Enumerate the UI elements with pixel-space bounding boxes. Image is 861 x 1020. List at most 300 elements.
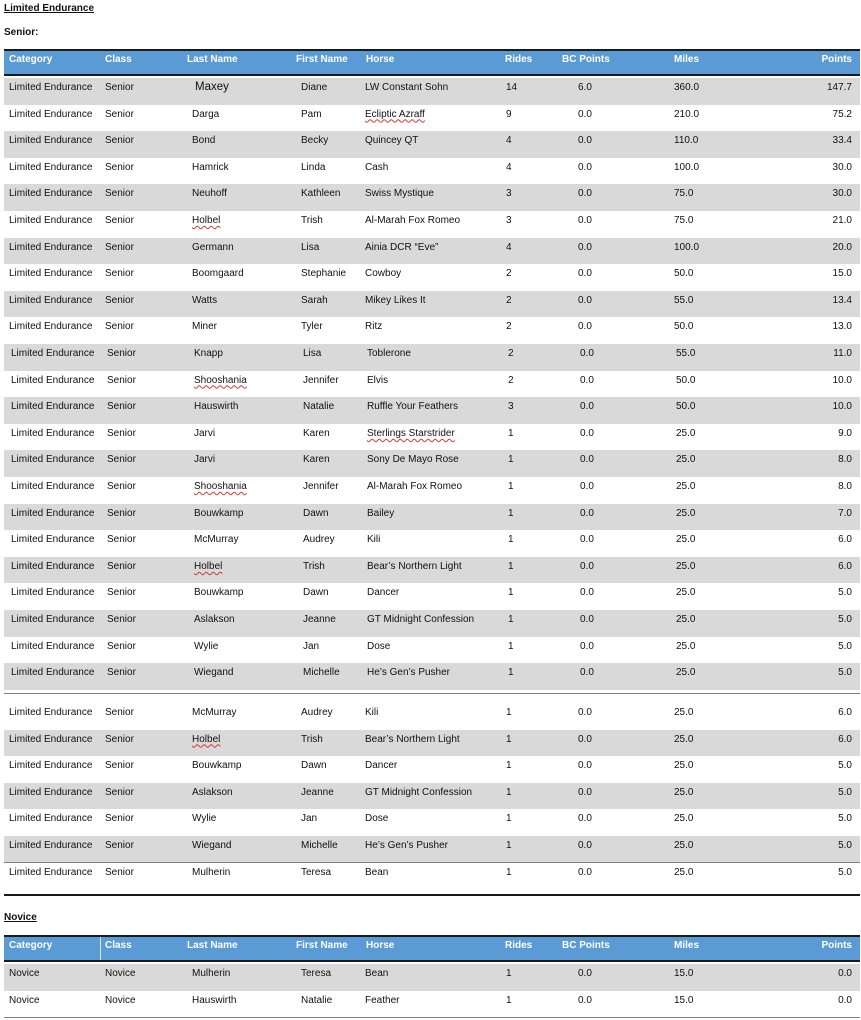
cell-points: 6.0 [838,733,852,745]
cell-class: Senior [107,454,136,466]
cell-horse: Swiss Mystique [365,188,434,200]
cell-bc-points: 0.0 [578,294,592,306]
cell-last-name: Knapp [194,348,223,359]
cell-miles: 110.0 [674,135,699,147]
cell-class: Senior [107,614,136,625]
cell-first-name: Kathleen [301,188,341,200]
cell-bc-points: 0.0 [580,614,594,625]
cell-category: Limited Endurance [9,786,93,798]
column-header-points: Points [821,54,852,65]
cell-class: Senior [105,840,134,851]
table-row [4,131,860,158]
cell-points: 30.0 [832,161,852,173]
cell-first-name: Jan [303,640,320,652]
cell-rides: 1 [506,840,512,851]
cell-last-name: Jarvi [194,427,216,439]
cell-points: 0.0 [838,994,852,1006]
cell-last-name: Wiegand [194,667,234,679]
cell-class: Senior [105,135,134,147]
cell-horse: Dose [367,640,391,652]
table-header-row [4,935,860,962]
cell-first-name: Jeanne [303,614,336,625]
table-header-row [4,49,860,76]
cell-rides: 3 [508,401,514,413]
cell-miles: 100.0 [674,161,700,173]
cell-category: Limited Endurance [9,135,93,147]
table-row [4,583,860,610]
cell-bc-points: 0.0 [578,188,592,200]
cell-category: Limited Endurance [11,348,95,359]
cell-category: Limited Endurance [11,401,95,413]
cell-last-name: Wylie [194,640,219,652]
cell-class: Senior [105,733,134,745]
cell-horse: Ainia DCR “Eve” [365,241,439,253]
cell-class: Novice [105,968,136,979]
cell-points: 10.0 [832,401,852,413]
cell-rides: 1 [506,786,512,798]
table-row [4,158,860,185]
cell-horse: Kili [365,707,379,718]
cell-category: Limited Endurance [9,294,93,306]
cell-category: Novice [9,994,40,1006]
cell-last-name: Shooshania [194,481,247,492]
cell-bc-points: 0.0 [578,161,592,173]
cell-first-name: Lisa [301,241,320,253]
cell-class: Senior [107,560,136,572]
cell-class: Senior [105,82,134,93]
cell-first-name: Michelle [301,840,338,851]
cell-bc-points: 0.0 [578,786,592,798]
cell-rides: 14 [506,82,518,93]
cell-category: Limited Endurance [11,534,95,546]
table-row [4,809,860,836]
column-header-points: Points [821,940,852,951]
cell-miles: 55.0 [676,348,696,359]
cell-last-name: Aslakson [192,786,233,798]
column-header-bc-points: BC Points [562,940,610,951]
table-row [4,530,860,557]
cell-horse: Kili [367,534,381,546]
cell-horse: Elvis [367,374,389,386]
cell-horse: He’s Gen’s Pusher [367,667,451,679]
cell-class: Senior [107,401,136,413]
cell-rides: 1 [508,507,514,519]
cell-bc-points: 0.0 [578,866,592,878]
cell-class: Senior [105,161,134,173]
cell-category: Limited Endurance [9,707,93,718]
cell-bc-points: 0.0 [580,560,594,572]
column-header-miles: Miles [674,940,700,951]
cell-class: Senior [105,760,134,772]
cell-points: 5.0 [838,840,852,851]
cell-category: Limited Endurance [11,640,95,652]
cell-last-name: Neuhoff [192,188,227,200]
cell-class: Senior [107,640,136,652]
cell-last-name: Bond [192,135,216,147]
cell-miles: 50.0 [674,268,694,280]
cell-first-name: Teresa [301,866,332,878]
column-header-class: Class [105,940,132,951]
cell-miles: 50.0 [676,374,696,386]
cell-category: Limited Endurance [11,374,95,386]
cell-class: Senior [105,813,134,825]
cell-first-name: Becky [301,135,329,147]
cell-horse: Dose [365,813,389,825]
novice-title[interactable]: Novice [4,912,37,923]
cell-class: Senior [105,108,134,120]
cell-rides: 1 [508,454,514,466]
cell-points: 11.0 [833,348,852,359]
column-header-first-name: First Name [296,940,348,951]
cell-bc-points: 0.0 [578,135,592,147]
table-row [4,105,860,132]
cell-points: 0.0 [838,968,852,979]
table-row [4,663,860,690]
cell-last-name: Holbel [194,560,223,572]
cell-rides: 3 [506,215,512,226]
cell-miles: 25.0 [676,640,696,652]
cell-last-name: McMurray [192,707,237,718]
table-row [4,317,860,344]
cell-points: 30.0 [832,188,852,200]
cell-horse: Mikey Likes It [365,294,426,306]
table-row [4,610,860,637]
cell-bc-points: 0.0 [578,268,592,280]
cell-miles: 55.0 [674,294,694,306]
cell-horse: Al-Marah Fox Romeo [365,215,461,226]
cell-points: 7.0 [838,507,852,519]
cell-miles: 100.0 [674,241,700,253]
cell-points: 33.4 [832,135,852,147]
cell-miles: 25.0 [676,534,696,546]
cell-rides: 3 [506,188,512,200]
column-divider [100,937,101,960]
table-row [4,504,860,531]
cell-miles: 15.0 [674,968,694,979]
cell-first-name: Audrey [301,707,333,718]
cell-last-name: Hauswirth [192,994,237,1006]
cell-class: Senior [107,507,136,519]
cell-first-name: Audrey [303,534,335,546]
cell-first-name: Trish [301,215,323,226]
cell-horse: Quincey QT [365,135,419,147]
cell-miles: 25.0 [676,507,696,519]
cell-miles: 25.0 [674,733,694,745]
cell-first-name: Natalie [303,401,335,413]
cell-rides: 1 [506,968,512,979]
cell-horse: Cash [365,161,389,173]
cell-rides: 1 [508,560,514,572]
cell-points: 21.0 [832,215,852,226]
cell-miles: 25.0 [676,614,696,625]
cell-last-name: Shooshania [194,374,247,386]
cell-miles: 25.0 [676,481,696,492]
cell-points: 6.0 [838,534,852,546]
cell-last-name: Holbel [192,733,221,745]
cell-last-name: Maxey [195,81,229,93]
senior-label: Senior: [4,27,39,38]
column-header-horse: Horse [366,54,395,65]
table-row [4,184,860,211]
cell-class: Senior [105,188,134,200]
cell-horse: He’s Gen’s Pusher [365,840,449,851]
cell-miles: 25.0 [676,454,696,466]
cell-class: Senior [107,587,136,599]
cell-points: 5.0 [838,786,852,798]
table-rule [4,862,860,863]
cell-class: Senior [105,707,134,718]
cell-bc-points: 0.0 [578,215,592,226]
cell-points: 75.2 [832,108,852,120]
cell-last-name: Darga [192,108,220,120]
table-row [4,637,860,664]
cell-bc-points: 0.0 [580,534,594,546]
cell-rides: 2 [508,348,514,359]
table-row [4,964,860,991]
cell-rides: 1 [508,481,514,492]
cell-class: Senior [107,374,136,386]
table-row [4,991,860,1018]
cell-bc-points: 0.0 [578,813,592,825]
cell-category: Limited Endurance [9,733,93,745]
cell-category: Limited Endurance [9,188,93,200]
cell-class: Senior [107,348,136,359]
section-title: Limited Endurance [4,3,95,14]
cell-last-name: Bouwkamp [194,507,244,519]
cell-category: Limited Endurance [9,241,93,253]
cell-class: Senior [107,481,136,492]
cell-horse: Bailey [367,507,395,519]
cell-miles: 25.0 [674,813,694,825]
cell-category: Limited Endurance [11,481,95,492]
cell-last-name: Germann [192,241,234,253]
cell-miles: 15.0 [674,994,694,1006]
cell-horse: Toblerone [367,348,411,359]
cell-miles: 210.0 [674,108,700,120]
cell-points: 13.0 [832,321,852,333]
table-row [4,756,860,783]
cell-points: 5.0 [838,667,852,679]
table-row [4,211,860,238]
cell-category: Limited Endurance [11,614,95,625]
cell-horse: Dancer [365,760,398,772]
cell-first-name: Natalie [301,994,333,1006]
table-rule [4,894,860,896]
cell-first-name: Dawn [303,587,329,599]
cell-points: 15.0 [832,268,852,280]
cell-rides: 1 [506,994,512,1006]
cell-rides: 1 [506,707,512,718]
cell-first-name: Dawn [303,507,329,519]
cell-miles: 25.0 [676,427,696,439]
cell-miles: 50.0 [676,401,696,413]
cell-horse: Feather [365,994,400,1006]
cell-first-name: Lisa [303,348,322,359]
cell-category: Limited Endurance [11,587,95,599]
cell-horse: Sony De Mayo Rose [367,454,459,466]
cell-horse: GT Midnight Confession [365,786,473,798]
cell-first-name: Teresa [301,968,332,979]
table-row [4,78,860,105]
cell-points: 5.0 [838,813,852,825]
cell-class: Senior [107,667,136,679]
cell-horse: Ecliptic Azraff [365,108,425,120]
cell-bc-points: 0.0 [578,733,592,745]
cell-last-name: Mulherin [192,866,231,878]
cell-miles: 25.0 [676,587,696,599]
cell-miles: 75.0 [674,188,694,200]
cell-points: 5.0 [838,587,852,599]
cell-category: Novice [9,968,40,979]
cell-category: Limited Endurance [9,215,93,226]
cell-horse: Ruffle Your Feathers [367,401,458,413]
cell-class: Senior [105,321,134,333]
cell-bc-points: 0.0 [578,994,592,1006]
cell-miles: 25.0 [674,866,694,878]
column-header-rides: Rides [505,940,533,951]
column-header-last-name: Last Name [187,940,238,951]
cell-miles: 50.0 [674,321,694,333]
table-row [4,783,860,810]
column-header-last-name: Last Name [187,54,238,65]
cell-first-name: Trish [301,733,323,745]
cell-rides: 4 [506,161,512,173]
cell-first-name: Diane [301,82,328,93]
table-row [4,371,860,398]
table-row [4,477,860,504]
cell-last-name: Wiegand [192,840,232,851]
cell-last-name: Boomgaard [192,268,244,280]
cell-rides: 1 [508,614,514,625]
cell-first-name: Trish [303,560,325,572]
cell-points: 5.0 [838,640,852,652]
cell-rides: 4 [506,241,512,253]
cell-points: 147.7 [826,82,852,93]
cell-horse: Bear’s Northern Light [367,560,462,572]
cell-last-name: Hauswirth [194,401,239,413]
cell-category: Limited Endurance [9,760,93,772]
cell-category: Limited Endurance [11,454,95,466]
cell-bc-points: 0.0 [580,667,594,679]
column-header-class: Class [105,54,132,65]
cell-horse: Bean [365,866,389,878]
table-row [4,291,860,318]
column-header-bc-points: BC Points [562,54,610,65]
column-header-category: Category [9,54,53,65]
cell-points: 6.0 [838,707,852,718]
cell-points: 8.0 [838,454,852,466]
cell-miles: 360.0 [674,82,700,93]
cell-miles: 25.0 [674,760,694,772]
cell-last-name: Hamrick [192,161,229,173]
cell-first-name: Stephanie [301,268,347,280]
cell-last-name: Bouwkamp [194,587,244,599]
cell-bc-points: 0.0 [578,968,592,979]
cell-bc-points: 0.0 [580,454,594,466]
cell-bc-points: 0.0 [580,507,594,519]
cell-category: Limited Endurance [9,840,93,851]
cell-horse: Al-Marah Fox Romeo [367,481,463,492]
cell-category: Limited Endurance [9,161,93,173]
cell-bc-points: 0.0 [578,108,592,120]
cell-bc-points: 0.0 [578,321,592,333]
cell-rides: 2 [506,294,512,306]
cell-rides: 1 [508,427,514,439]
cell-last-name: Mulherin [192,968,231,979]
cell-category: Limited Endurance [9,82,93,93]
cell-bc-points: 0.0 [580,640,594,652]
cell-first-name: Linda [301,161,326,173]
cell-last-name: Bouwkamp [192,760,242,772]
cell-class: Senior [105,241,134,253]
table-rule [4,1017,860,1018]
cell-first-name: Karen [303,427,330,439]
cell-category: Limited Endurance [11,427,95,439]
column-header-horse: Horse [366,940,395,951]
cell-points: 9.0 [838,427,852,439]
cell-rides: 1 [508,640,514,652]
table-row [4,863,860,890]
cell-miles: 25.0 [676,560,696,572]
cell-last-name: Watts [192,294,218,306]
cell-points: 5.0 [838,866,852,878]
cell-bc-points: 0.0 [578,241,592,253]
cell-class: Senior [107,427,136,439]
cell-class: Senior [105,268,134,280]
cell-bc-points: 0.0 [580,374,594,386]
cell-bc-points: 0.0 [578,760,592,772]
column-header-rides: Rides [505,54,533,65]
cell-horse: Ritz [365,321,383,333]
cell-last-name: Holbel [192,215,221,226]
cell-category: Limited Endurance [11,507,95,519]
table-rule [4,693,860,694]
cell-rides: 2 [508,374,514,386]
cell-points: 20.0 [832,241,852,253]
cell-category: Limited Endurance [9,813,93,825]
cell-horse: Cowboy [365,268,402,280]
cell-bc-points: 0.0 [580,427,594,439]
table-row [4,397,860,424]
cell-bc-points: 0.0 [578,840,592,851]
cell-rides: 1 [506,813,512,825]
table-row [4,264,860,291]
cell-rides: 1 [506,866,512,878]
column-header-category: Category [9,940,53,951]
table-row [4,836,860,863]
cell-bc-points: 0.0 [580,401,594,413]
cell-category: Limited Endurance [9,268,93,280]
cell-miles: 25.0 [674,840,694,851]
cell-class: Senior [105,215,134,226]
table-row [4,238,860,265]
cell-last-name: Miner [192,321,218,333]
cell-bc-points: 0.0 [578,707,592,718]
cell-class: Senior [107,534,136,546]
cell-first-name: Karen [303,454,330,466]
cell-rides: 1 [508,587,514,599]
cell-first-name: Tyler [301,321,323,333]
cell-rides: 9 [506,108,512,120]
cell-bc-points: 6.0 [578,82,592,93]
cell-points: 8.0 [838,481,852,492]
cell-rides: 1 [506,733,512,745]
table-row [4,424,860,451]
table-row [4,557,860,584]
cell-first-name: Michelle [303,667,340,679]
cell-rides: 4 [506,135,512,147]
table-row [4,450,860,477]
